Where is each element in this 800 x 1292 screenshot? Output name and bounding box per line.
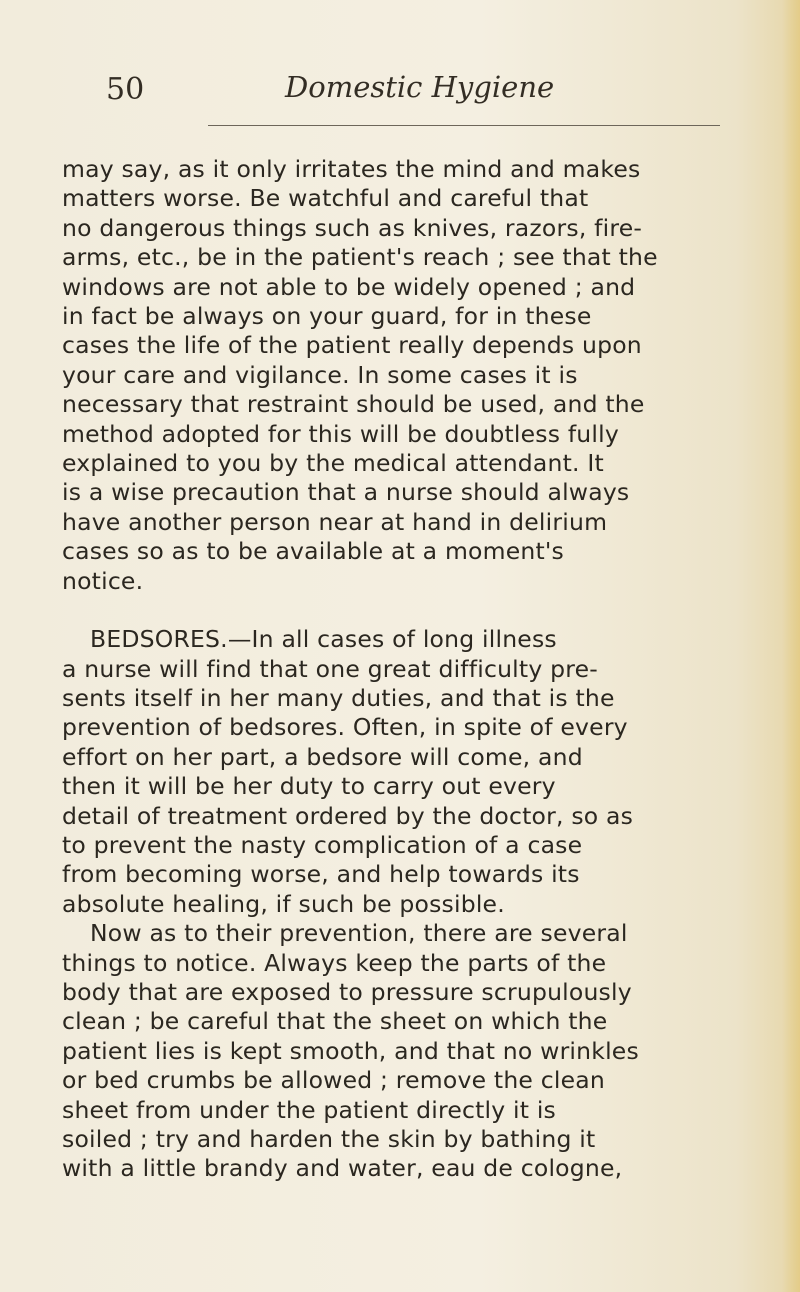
- text-line: body that are exposed to pressure scrupulously: [62, 977, 632, 1006]
- text-line: or bed crumbs be allowed ; remove the clean: [62, 1066, 605, 1095]
- text-line: to prevent the nasty complication of a case: [62, 830, 583, 859]
- header-rule: [208, 125, 720, 126]
- paragraph-2: [62, 625, 742, 919]
- text-line: in fact be always on your guard, for in these: [62, 302, 592, 331]
- body-text: [62, 155, 742, 1184]
- page-header: [0, 70, 800, 110]
- text-line: a nurse will find that one great difficulty pre-: [62, 654, 598, 683]
- text-line: Now as to their prevention, there are several: [90, 919, 628, 948]
- text-line: absolute healing, if such be possible.: [62, 889, 505, 918]
- text-line: soiled ; try and harden the skin by bathing it: [62, 1125, 596, 1153]
- text-line: detail of treatment ordered by the doctor, so as: [62, 801, 634, 830]
- text-line: matters worse. Be watchful and careful that: [62, 184, 589, 213]
- text-line: sents itself in her many duties, and that is the: [62, 683, 615, 712]
- text-line: windows are not able to be widely opened ; and: [62, 272, 636, 301]
- text-line: things to notice. Always keep the parts of the: [62, 948, 607, 977]
- text-line: necessary that restraint should be used, and the: [62, 390, 645, 419]
- text-line: is a wise precaution that a nurse should always: [62, 478, 630, 507]
- paragraph-gap: [62, 596, 742, 625]
- paragraph-3: [62, 919, 742, 1184]
- text-line: notice.: [62, 566, 144, 595]
- text-line: your care and vigilance. In some cases it is: [62, 360, 578, 389]
- text-line: with a little brandy and water, eau de cologne,: [62, 1154, 623, 1183]
- text-line: sheet from under the patient directly it is: [62, 1095, 556, 1124]
- text-line: BEDSORES.—In all cases of long illness: [90, 625, 557, 654]
- paragraph-1: [62, 155, 742, 596]
- text-line: then it will be her duty to carry out every: [62, 772, 556, 801]
- text-line: no dangerous things such as knives, razors, fire-: [62, 213, 643, 242]
- running-head: Domestic Hygiene: [285, 70, 555, 104]
- text-line: cases the life of the patient really depends upon: [62, 331, 642, 360]
- text-line: have another person near at hand in delirium: [62, 507, 608, 536]
- text-line: patient lies is kept smooth, and that no wrinkles: [62, 1036, 639, 1065]
- text-line: clean ; be careful that the sheet on which the: [62, 1007, 608, 1036]
- text-line: explained to you by the medical attendant. It: [62, 449, 604, 478]
- text-line: prevention of bedsores. Often, in spite of every: [62, 713, 628, 742]
- text-line: arms, etc., be in the patient's reach ; see that the: [62, 243, 658, 272]
- text-line: cases so as to be available at a moment's: [62, 537, 564, 566]
- text-line: method adopted for this will be doubtless fully: [62, 419, 619, 448]
- text-line: may say, as it only irritates the mind and makes: [62, 155, 641, 183]
- text-line: effort on her part, a bedsore will come, and: [62, 742, 583, 771]
- page-edge-shading: [782, 0, 800, 1292]
- text-line: from becoming worse, and help towards its: [62, 860, 580, 889]
- page-number: 50: [106, 72, 145, 107]
